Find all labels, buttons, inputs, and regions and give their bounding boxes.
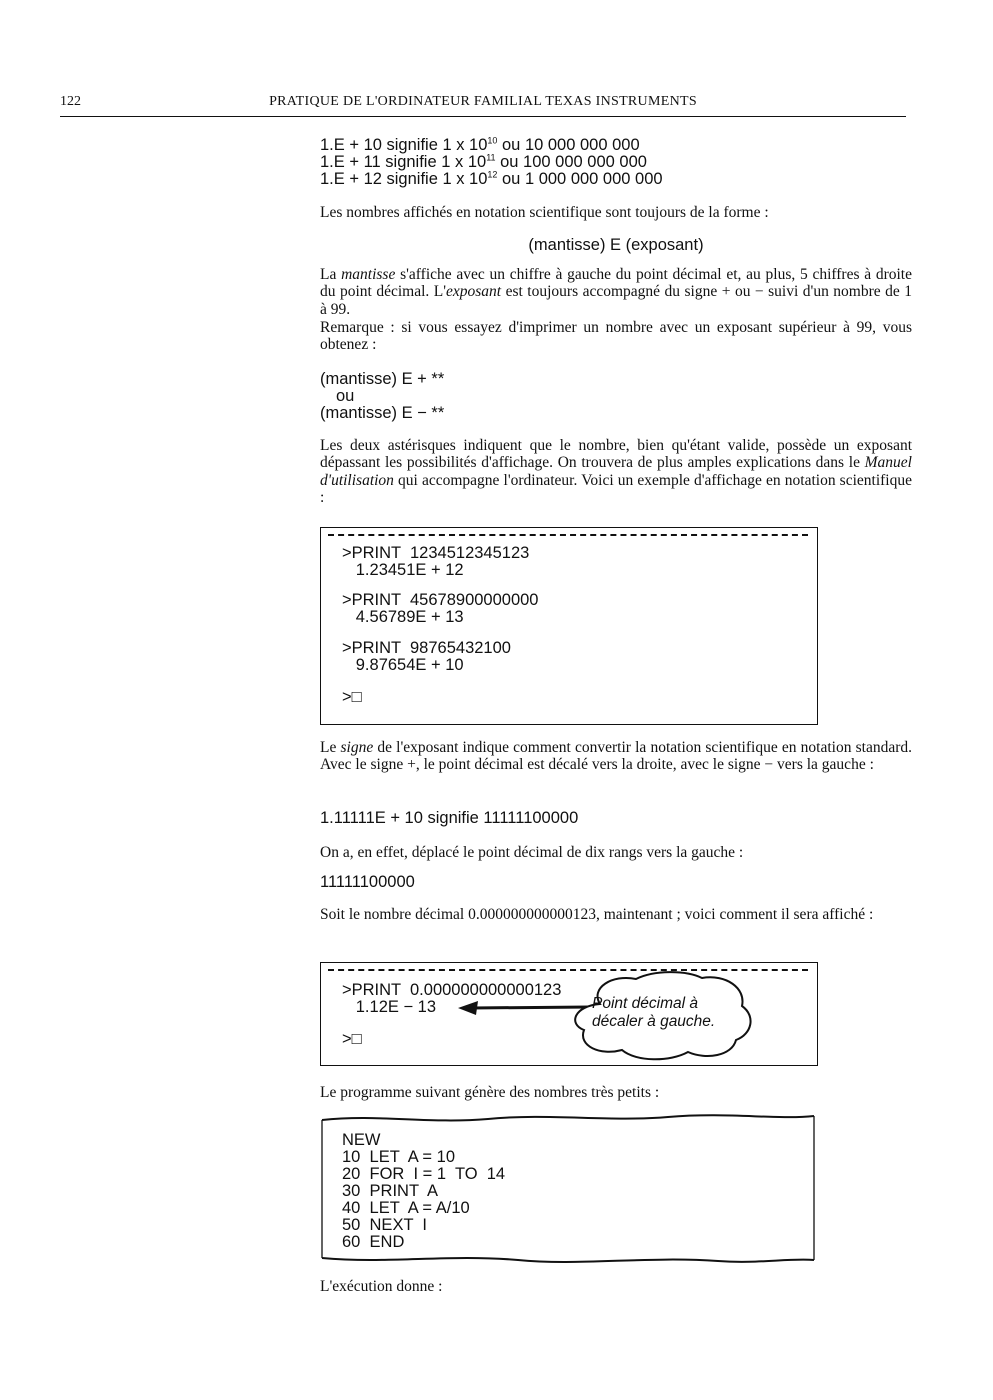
- running-title: PRATIQUE DE L'ORDINATEUR FAMILIAL TEXAS INSTRUMENTS: [269, 94, 697, 109]
- form-formula: (mantisse) E (exposant): [528, 236, 704, 254]
- examples-block: [320, 137, 912, 188]
- paragraph: Soit le nombre décimal 0.000000000000123, maintenant ; voici comment il sera affiché :: [320, 906, 874, 923]
- callout-line: Point décimal à: [592, 995, 698, 1012]
- example-line: 1.E + 11 signifie 1 x $10^{11}$ ou 100 000 000 000: [320, 152, 647, 171]
- program-line: 10 LET A = 10: [342, 1148, 455, 1166]
- callout-line: décaler à gauche.: [592, 1013, 716, 1030]
- screen-top-edge: [328, 534, 808, 536]
- screen-line: >PRINT 98765432100: [342, 639, 511, 657]
- screen-line: 9.87654E + 10: [342, 656, 464, 674]
- screen-prompt: >□: [342, 688, 362, 706]
- screen-prompt: >□: [342, 1030, 362, 1048]
- paragraph: Le programme suivant génère des nombres très petits :: [320, 1084, 660, 1101]
- program-line: 50 NEXT I: [342, 1216, 427, 1234]
- overflow-line: (mantisse) E + **: [320, 370, 445, 388]
- paragraph: Les nombres affichés en notation scientifique sont toujours de la forme :: [320, 204, 769, 221]
- callout-arrow-line: [472, 1007, 590, 1008]
- paragraph: L'exécution donne :: [320, 1278, 443, 1295]
- example-line: 1.E + 10 signifie 1 x $10^{10}$ ou 10 000 000 000: [320, 135, 640, 154]
- program-line: NEW: [342, 1131, 381, 1149]
- example-line: 11111100000: [320, 873, 415, 891]
- paragraph: Remarque : si vous essayez d'imprimer un nombre avec un exposant supérieur à 99, vous obtenez :: [320, 319, 912, 354]
- callout-arrow-head: [458, 1001, 478, 1015]
- screen-line: >PRINT 1234512345123: [342, 544, 530, 562]
- screen-line: 4.56789E + 13: [342, 608, 464, 626]
- program-box-top-edge: [322, 1115, 814, 1120]
- program-line: 30 PRINT A: [342, 1182, 438, 1200]
- overflow-block: [320, 371, 912, 422]
- paragraph: On a, en effet, déplacé le point décimal de dix rangs vers la gauche :: [320, 844, 744, 861]
- program-line: 20 FOR I = 1 TO 14: [342, 1165, 506, 1183]
- screen-line: 1.12E − 13: [342, 998, 437, 1016]
- callout-text: [592, 995, 742, 1031]
- program-line: 60 END: [342, 1233, 405, 1251]
- paragraph: La mantisse s'affiche avec un chiffre à gauche du point décimal et, au plus, 5 chiffres à droite du point décimal. L'exposant est toujours accompagné du signe + ou − suivi d'un nombre de 1 à 99.: [320, 266, 912, 318]
- page-number: 122: [60, 94, 81, 109]
- overflow-line: (mantisse) E − **: [320, 404, 445, 422]
- overflow-line: ou: [336, 387, 355, 405]
- example-line: 1.E + 12 signifie 1 x $10^{12}$ ou 1 000 000 000 000: [320, 169, 663, 188]
- example-line: 1.11111E + 10 signifie 11111100000: [320, 809, 579, 827]
- screen-line: >PRINT 0.000000000000123: [342, 981, 562, 999]
- screen-line: 1.23451E + 12: [342, 561, 464, 579]
- program-box-bottom-edge: [322, 1258, 814, 1262]
- paragraph: Le signe de l'exposant indique comment convertir la notation scientifique en notation standard. Avec le signe +, le point décimal est décalé vers la droite, avec le signe − vers la gauche :: [320, 739, 912, 774]
- paragraph: Les deux astérisques indiquent que le nombre, bien qu'étant valide, possède un exposant dépassant les possibilités d'affichage. On trouvera de plus amples explications dans le Manuel d'utilisation qui accompagne l'ordinateur. Voici un exemple d'affichage en notation scientifique :: [320, 437, 912, 507]
- page-header: [60, 94, 906, 117]
- screen-line: >PRINT 45678900000000: [342, 591, 539, 609]
- program-line: 40 LET A = A/10: [342, 1199, 470, 1217]
